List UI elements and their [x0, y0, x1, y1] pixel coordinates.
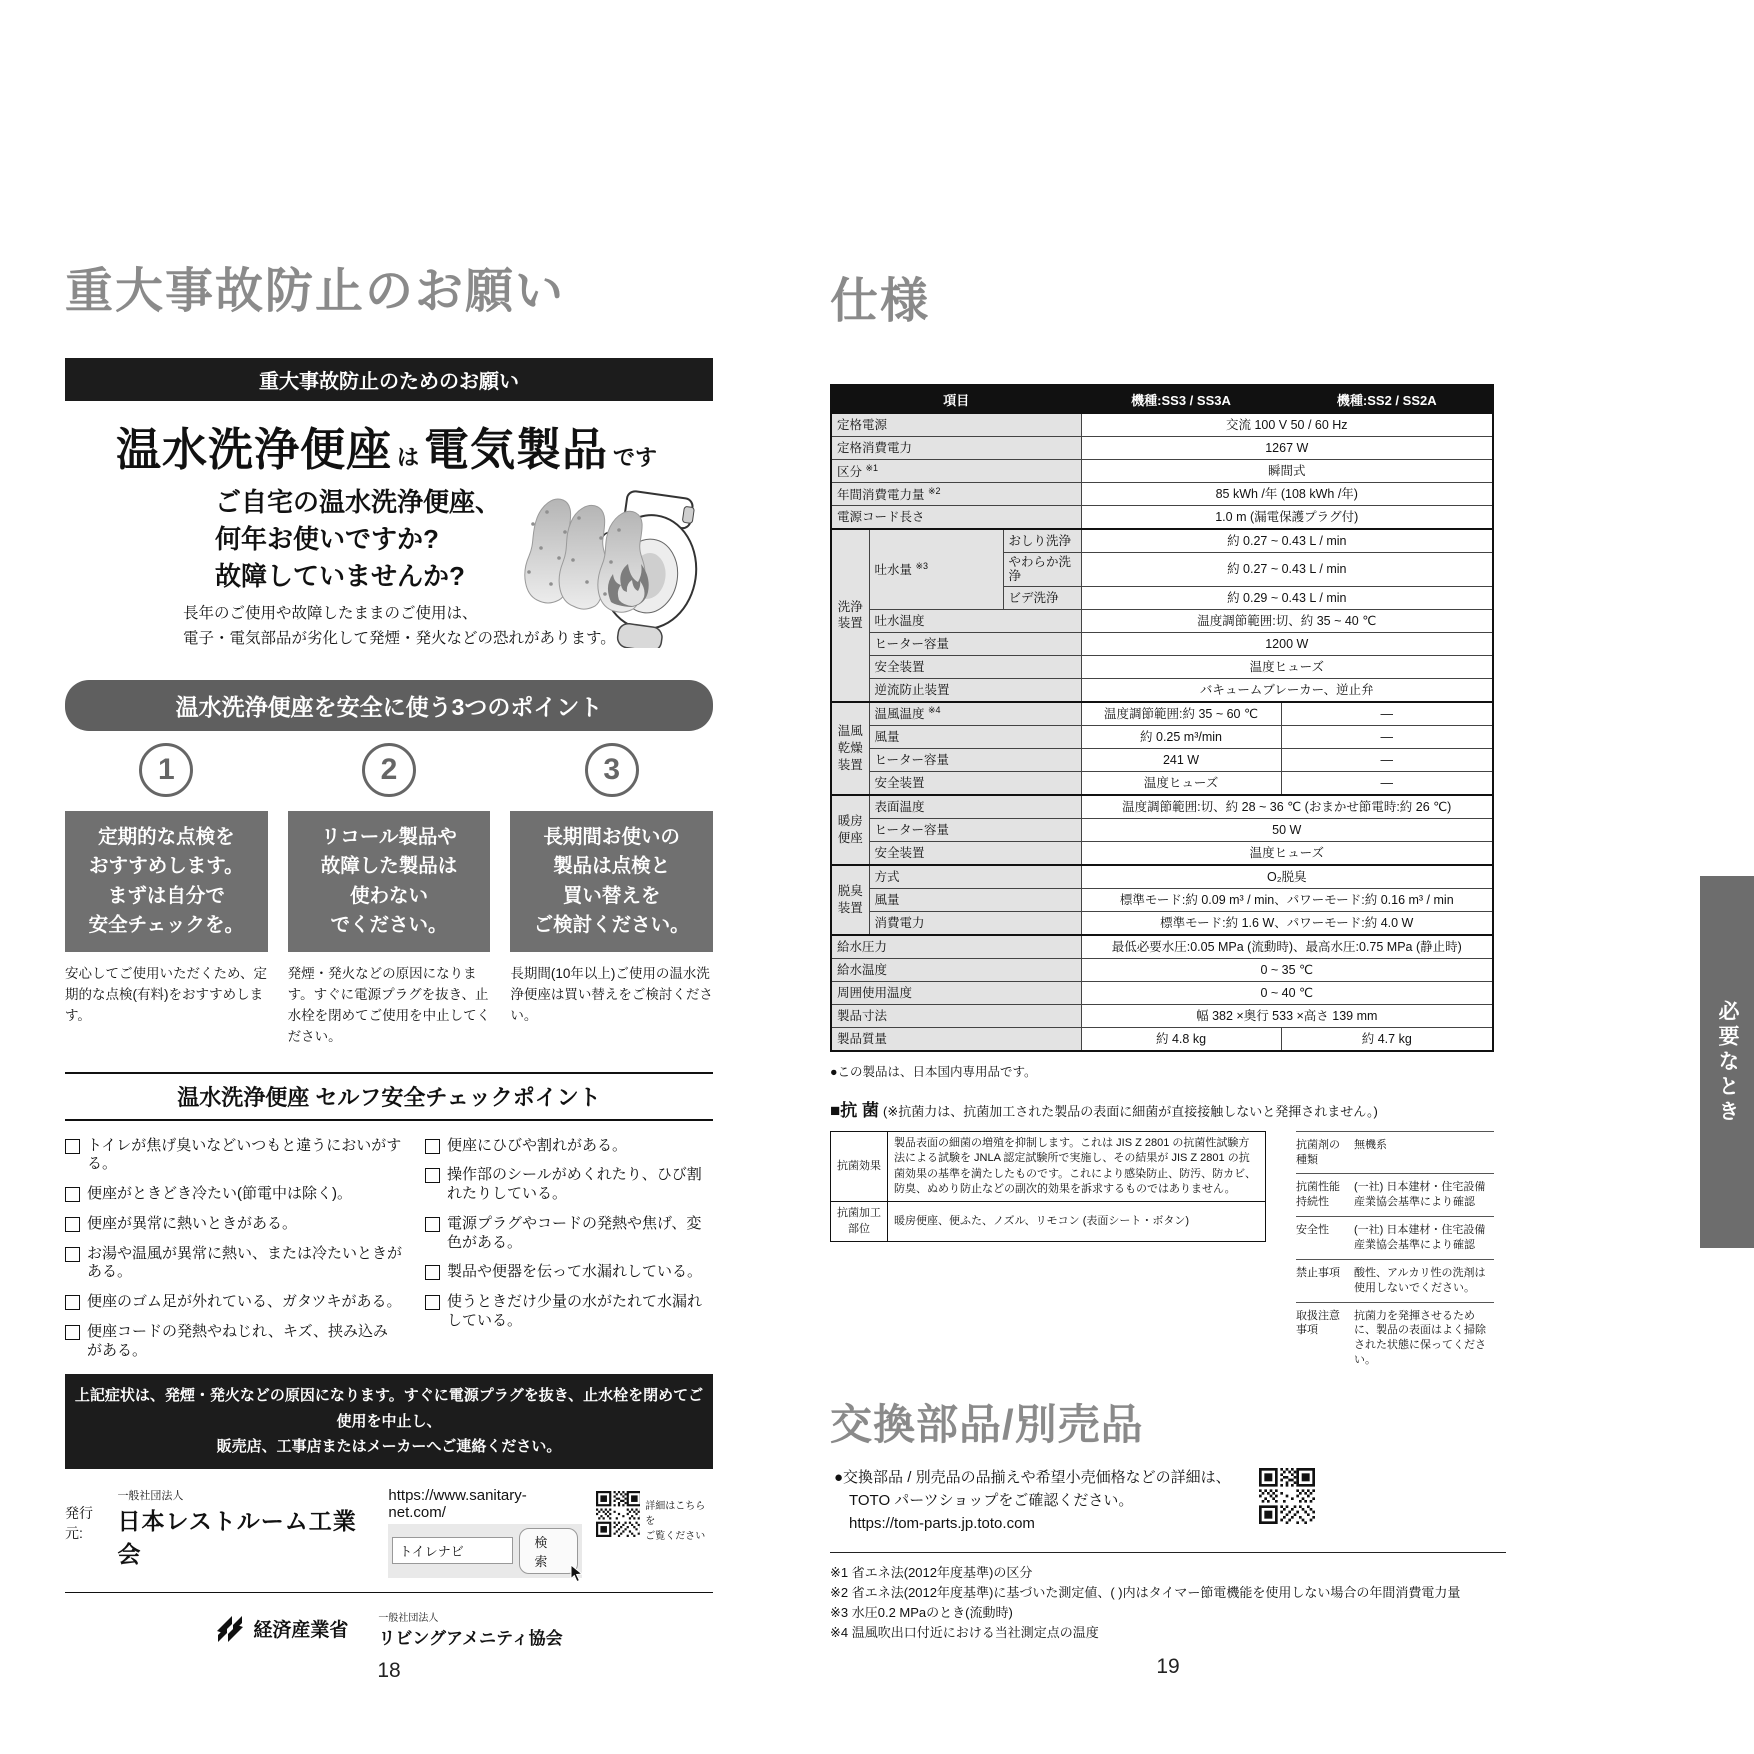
col-header-ss2: 機種:SS2 / SS2A — [1281, 385, 1493, 414]
point-number-badge: 1 — [139, 743, 193, 797]
publisher-row — [65, 1487, 713, 1578]
smoking-toilet-illustration — [499, 472, 717, 648]
spec-row: 暖房便座 表面温度 温度調節範囲:切、約 28 ~ 36 ℃ (おまかせ節電時:約 26 ℃) — [831, 795, 1493, 819]
spec-header-row — [831, 385, 1493, 414]
parts-note: ●交換部品 / 別売品の品揃えや希望小売価格などの詳細は、 TOTO パーツショップをご確認ください。 https://tom-parts.jp.toto.com — [834, 1466, 1506, 1536]
request-banner: 重大事故防止のためのお願い — [65, 358, 713, 401]
checkbox-icon[interactable] — [425, 1168, 440, 1183]
cursor-icon — [570, 1565, 584, 1582]
checkbox-icon[interactable] — [65, 1217, 80, 1232]
point-box: 定期的な点検を おすすめします。 まずは自分で 安全チェックを。 — [65, 811, 268, 952]
checkbox-icon[interactable] — [65, 1139, 80, 1154]
point-2 — [288, 743, 491, 1048]
spec-row: 脱臭装置 方式 O₂脱臭 — [831, 865, 1493, 889]
checkbox-icon[interactable] — [425, 1217, 440, 1232]
spec-row: 逆流防止装置 バキュームブレーカー、逆止弁 — [831, 678, 1493, 702]
spec-table — [830, 384, 1494, 1052]
col-header-ss3: 機種:SS3 / SS3A — [1081, 385, 1281, 414]
checkbox-icon[interactable] — [425, 1139, 440, 1154]
qr-code-icon — [596, 1491, 641, 1537]
divider — [65, 1592, 713, 1593]
domestic-note: ●この製品は、日本国内専用品です。 — [830, 1064, 1037, 1079]
point-3 — [510, 743, 713, 1048]
lead-text: ご自宅の温水洗浄便座、 何年お使いですか? 故障していませんか? — [215, 487, 502, 591]
spec-row: 周囲使用温度 0 ~ 40 ℃ — [831, 981, 1493, 1004]
spec-row: 温風乾燥装置 温風温度 $^{※4}$ 温度調節範囲:約 35 ~ 60 ℃ — — [831, 702, 1493, 726]
meti-logo-icon — [215, 1613, 245, 1645]
point-box: 長期間お使いの 製品は点検と 買い替えを ご検討ください。 — [510, 811, 713, 952]
anti-list-row: 安全性 (一社) 日本建材・住宅設備産業協会基準により確認 — [1296, 1216, 1494, 1259]
spec-row: 定格電源 交流 100 V 50 / 60 Hz — [831, 414, 1493, 437]
checklist-item: 便座がときどき冷たい(節電中は除く)。 — [65, 1185, 403, 1204]
spec-row: 風量 約 0.25 m³/min — — [831, 725, 1493, 748]
antibacterial-table — [830, 1131, 1266, 1242]
headline-big: 温水洗浄便座 — [115, 424, 392, 475]
living-amenity-assoc: 一般社団法人 リビングアメニティ協会 — [378, 1612, 563, 1648]
point-number-badge: 2 — [362, 743, 416, 797]
smoke-icon — [525, 499, 649, 612]
spec-row: ビデ洗浄 約 0.29 ~ 0.43 L / min — [831, 586, 1493, 609]
anti-list-row: 取扱注意事項 抗菌力を発揮させるために、製品の表面はよく掃除された状態に保ってください。 — [1296, 1302, 1494, 1374]
checklist-item: トイレが焦げ臭いなどいつもと違うにおいがする。 — [65, 1137, 403, 1175]
three-points-banner: 温水洗浄便座を安全に使う3つのポイント — [65, 680, 713, 731]
self-check-section — [65, 1072, 713, 1361]
antibacterial-heading: ■抗 菌 (※抗菌力は、抗菌加工された製品の表面に細菌が直接接触しないと発揮されません。) — [830, 1100, 1378, 1120]
checkbox-icon[interactable] — [425, 1295, 440, 1310]
right-page — [830, 275, 1506, 1679]
checkbox-icon[interactable] — [425, 1265, 440, 1280]
search-button[interactable]: 検 索 — [519, 1528, 577, 1574]
spec-row: ヒーター容量 1200 W — [831, 632, 1493, 655]
anti-list-row: 抗菌性能持続性 (一社) 日本建材・住宅設備産業協会基準により確認 — [1296, 1173, 1494, 1216]
meti-logo: 経済産業省 — [215, 1613, 348, 1645]
checkbox-icon[interactable] — [65, 1295, 80, 1310]
lead-block — [65, 484, 713, 666]
anti-parts-row: 抗菌加工部位 暖房便座、便ふた、ノズル、リモコン (表面シート・ボタン) — [831, 1202, 1266, 1242]
point-caption: 発煙・発火などの原因になります。すぐに電源プラグを抜き、止水栓を閉めてご使用を中止してください。 — [287, 966, 491, 1044]
checkbox-icon[interactable] — [65, 1247, 80, 1262]
page-number-right: 19 — [1156, 1655, 1180, 1679]
group-wash: 洗浄装置 — [831, 529, 869, 702]
spec-row: 給水圧力 最低必要水圧:0.05 MPa (流動時)、最高水圧:0.75 MPa (静止時) — [831, 935, 1493, 959]
spec-row: 電源コード長さ 1.0 m (漏電保護プラグ付) — [831, 506, 1493, 530]
checklist-item: 操作部のシールがめくれたり、ひび割れたりしている。 — [425, 1166, 713, 1204]
checklist-item: 使うときだけ少量の水がたれて水漏れしている。 — [425, 1293, 713, 1331]
search-bar — [388, 1524, 581, 1578]
spec-row: ヒーター容量 241 W — — [831, 748, 1493, 771]
spec-row: 給水温度 0 ~ 35 ℃ — [831, 958, 1493, 981]
section-tab-hitsuyou-na-toki: 必要なとき — [1700, 876, 1754, 1248]
group-dryer: 温風乾燥装置 — [831, 702, 869, 795]
publisher-org: 一般社団法人 日本レストルーム工業会 — [117, 1489, 357, 1567]
spec-row: ヒーター容量 50 W — [831, 818, 1493, 841]
point-1 — [65, 743, 268, 1048]
headline — [65, 413, 713, 478]
group-seat: 暖房便座 — [831, 795, 869, 865]
footer-logos — [65, 1609, 713, 1649]
lead-subtext: 長年のご使用や故障したままのご使用は、 電子・電気部品が劣化して発煙・発火などの恐れがあります。 — [183, 604, 616, 648]
spec-row: 吐水温度 温度調節範囲:切、約 35 ~ 40 ℃ — [831, 609, 1493, 632]
search-promo — [388, 1487, 581, 1578]
spec-row: 洗浄装置 吐水量 $^{※3}$ おしり洗浄 約 0.27 ~ 0.43 L / min — [831, 529, 1493, 553]
publisher-label: 発行元: — [65, 1504, 93, 1541]
three-points — [65, 743, 713, 1048]
page-title: 重大事故防止のお願い — [65, 265, 566, 318]
publisher-url[interactable]: https://www.sanitary-net.com/ — [388, 1486, 527, 1521]
page-number-left: 18 — [377, 1658, 401, 1682]
point-box: リコール製品や 故障した製品は 使わない でください。 — [288, 811, 491, 952]
search-input[interactable]: トイレナビ — [392, 1537, 513, 1564]
checklist-item: 便座コードの発熱やねじれ、キズ、挟み込みがある。 — [65, 1323, 403, 1361]
left-page — [65, 265, 713, 1683]
group-deodorizer: 脱臭装置 — [831, 865, 869, 935]
parts-title: 交換部品/別売品 — [830, 1400, 1144, 1448]
spec-row: 製品寸法 幅 382 ×奥行 533 ×高さ 139 mm — [831, 1004, 1493, 1027]
anti-list-row: 抗菌剤の種類 無機系 — [1296, 1131, 1494, 1174]
anti-list-row: 禁止事項 酸性、アルカリ性の洗剤は使用しないでください。 — [1296, 1259, 1494, 1302]
spec-row: 安全装置 温度ヒューズ — [831, 655, 1493, 678]
divider — [65, 1072, 713, 1074]
point-caption: 長期間(10年以上)ご使用の温水洗浄便座は買い替えをご検討ください。 — [510, 966, 713, 1023]
point-number-badge: 3 — [585, 743, 639, 797]
spec-row: 消費電力 標準モード:約 1.6 W、パワーモード:約 4.0 W — [831, 911, 1493, 935]
qr-code-icon — [1259, 1468, 1315, 1524]
footnotes: ※1 省エネ法(2012年度基準)の区分 ※2 省エネ法(2012年度基準)に基づいた測定値、( )内はタイマー節電機能を使用しない場合の年間消費電力量 ※3 水圧0.2 MPaのとき(流動時) ※4 温風吹出口付近における当社測定点の温度 — [830, 1564, 1461, 1641]
spec-row: 定格消費電力 1267 W — [831, 437, 1493, 460]
checklist-item: 電源プラグやコードの発熱や焦げ、変色がある。 — [425, 1215, 713, 1253]
qr-note: 詳細はこちらを ご覧ください — [645, 1500, 706, 1542]
spec-row: 風量 標準モード:約 0.09 m³ / min、パワーモード:約 0.16 m³ / min — [831, 888, 1493, 911]
spec-row: やわらか洗浄 約 0.27 ~ 0.43 L / min — [831, 553, 1493, 587]
anti-effect-row: 抗菌効果 製品表面の細菌の増殖を抑制します。これは JIS Z 2801 の抗菌性試験方法による試験を JNLA 認定試験所で実施し、その結果が JIS Z 2801 の抗菌効果の基準を満たしたものです。これにより感染防止、防汚、防カビ、防臭、ぬめり防止などの副次的効果を訴求するものではありません。 — [831, 1131, 1266, 1202]
checklist-item: 便座のゴム足が外れている、ガタツキがある。 — [65, 1293, 403, 1312]
parts-url[interactable]: https://tom-parts.jp.toto.com — [849, 1515, 1035, 1533]
spec-title: 仕様 — [830, 275, 931, 328]
self-check-title: 温水洗浄便座 セルフ安全チェックポイント — [177, 1084, 601, 1110]
col-header-item: 項目 — [831, 385, 1081, 414]
divider — [65, 1119, 713, 1121]
checklist — [65, 1137, 713, 1361]
warning-banner: 上記症状は、発煙・発火などの原因になります。すぐに電源プラグを抜き、止水栓を閉めてご使用を中止し、 販売店、工事店またはメーカーへご連絡ください。 — [65, 1374, 713, 1469]
checklist-item: 便座にひびや割れがある。 — [425, 1137, 713, 1156]
spec-row: 安全装置 温度ヒューズ — [831, 841, 1493, 865]
headline-small: です — [613, 445, 658, 470]
headline-big: 電気製品 — [424, 424, 609, 475]
headline-small: は — [396, 445, 419, 470]
spec-row: 年間消費電力量 $^{※2}$ 85 kWh /年 (108 kWh /年) — [831, 483, 1493, 506]
spec-row: 製品質量 約 4.8 kg 約 4.7 kg — [831, 1027, 1493, 1051]
checkbox-icon[interactable] — [65, 1325, 80, 1340]
checklist-item: お湯や温風が異常に熱い、または冷たいときがある。 — [65, 1245, 403, 1283]
antibacterial-section — [830, 1131, 1506, 1374]
antibacterial-list — [1296, 1131, 1494, 1374]
spec-row: 区分 $^{※1}$ 瞬間式 — [831, 460, 1493, 483]
divider — [830, 1552, 1506, 1553]
spec-row: 安全装置 温度ヒューズ — — [831, 771, 1493, 795]
checklist-item: 製品や便器を伝って水漏れしている。 — [425, 1263, 713, 1282]
point-caption: 安心してご使用いただくため、定期的な点検(有料)をおすすめします。 — [65, 966, 267, 1023]
checkbox-icon[interactable] — [65, 1187, 80, 1202]
checklist-item: 便座が異常に熱いときがある。 — [65, 1215, 403, 1234]
